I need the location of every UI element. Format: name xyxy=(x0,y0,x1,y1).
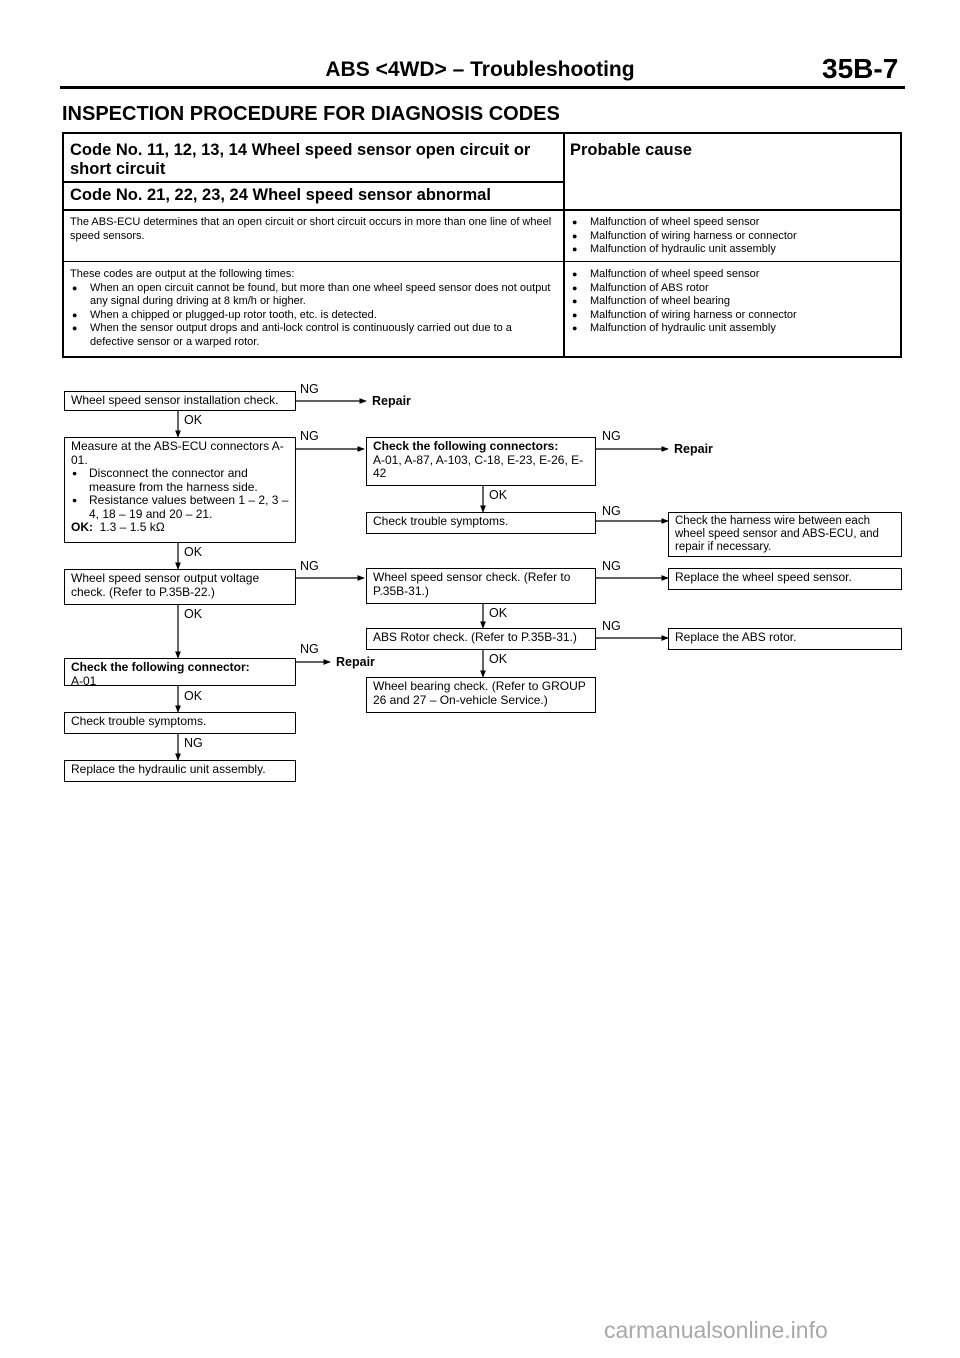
ng-label: NG xyxy=(300,382,319,396)
cause-item: ● Malfunction of wiring harness or connector xyxy=(570,230,890,244)
ok-label: OK xyxy=(489,606,508,620)
install-check-box: Wheel speed sensor installation check. xyxy=(64,391,296,411)
ok-label: OK xyxy=(184,607,203,621)
repair-label: Repair xyxy=(336,655,375,669)
ng-label: NG xyxy=(300,559,319,573)
measure-title: Measure at the ABS-ECU connectors A-01. xyxy=(71,439,284,467)
condition-item: ● When an open circuit cannot be found, but more than one wheel speed sensor does not output any signal during driving at 8 km/h or higher. xyxy=(70,282,556,309)
check-connector-a01-value: A-01 xyxy=(71,673,97,688)
ok-label: OK xyxy=(489,488,508,502)
ok-label: OK xyxy=(184,413,203,427)
repair-label: Repair xyxy=(372,394,411,408)
section-title: INSPECTION PROCEDURE FOR DIAGNOSIS CODES xyxy=(62,103,560,125)
harness-wire-check-box: Check the harness wire between each wheel speed sensor and ABS-ECU, and repair if necessary. xyxy=(668,512,902,557)
ng-label: NG xyxy=(602,429,621,443)
cause-item: ● Malfunction of wheel speed sensor xyxy=(570,268,890,282)
rotor-check-box: ABS Rotor check. (Refer to P.35B-31.) xyxy=(366,628,596,650)
ng-label: NG xyxy=(300,642,319,656)
check-connectors-title: Check the following connectors: xyxy=(373,439,559,453)
cause-item: ● Malfunction of hydraulic unit assembly xyxy=(570,243,890,257)
ok-label: OK xyxy=(184,689,203,703)
measure-connectors-box xyxy=(64,437,296,543)
ok-label: OK xyxy=(184,545,203,559)
ng-label: NG xyxy=(602,504,621,518)
code-label-open-short: Code No. 11, 12, 13, 14 Wheel speed sensor open circuit or short circuit xyxy=(70,141,531,178)
replace-rotor-box: Replace the ABS rotor. xyxy=(668,628,902,650)
ng-label: NG xyxy=(602,619,621,633)
condition-item: ● When a chipped or plugged-up rotor tooth, etc. is detected. xyxy=(70,309,556,323)
replace-hydraulic-box: Replace the hydraulic unit assembly. xyxy=(64,760,296,782)
check-trouble-mid-box: Check trouble symptoms. xyxy=(366,512,596,534)
page-number: 35B-7 xyxy=(822,53,899,84)
ng-label: NG xyxy=(602,559,621,573)
check-connector-a01-box xyxy=(64,658,296,686)
repair-label: Repair xyxy=(674,442,713,456)
bearing-check-box: Wheel bearing check. (Refer to GROUP 26 and 27 – On-vehicle Service.) xyxy=(366,677,596,713)
watermark: carmanualsonline.info xyxy=(604,1317,828,1343)
sensor-check-box: Wheel speed sensor check. (Refer to P.35B-31.) xyxy=(366,568,596,604)
page-header-title: ABS <4WD> – Troubleshooting xyxy=(325,58,635,81)
cause-item: ● Malfunction of wheel speed sensor xyxy=(570,216,890,230)
ng-label: NG xyxy=(184,736,203,750)
code-label-abnormal: Code No. 21, 22, 23, 24 Wheel speed sensor abnormal xyxy=(70,186,491,204)
ng-label: NG xyxy=(300,429,319,443)
check-connectors-list: A-01, A-87, A-103, C-18, E-23, E-26, E-42 xyxy=(373,452,584,480)
measure-bullet: ● Resistance values between 1 – 2, 3 – 4, 18 – 19 and 20 – 21. xyxy=(71,494,289,521)
cause-item: ● Malfunction of wheel bearing xyxy=(570,295,890,309)
ok-label: OK xyxy=(489,652,508,666)
measure-ok-value: 1.3 – 1.5 kΩ xyxy=(99,520,165,534)
check-trouble-left-box: Check trouble symptoms. xyxy=(64,712,296,734)
measure-bullet: ● Disconnect the connector and measure from the harness side. xyxy=(71,467,289,494)
cause-item: ● Malfunction of wiring harness or connector xyxy=(570,309,890,323)
condition-item: ● When the sensor output drops and anti-lock control is continuously carried out due to a defective sensor or a warped rotor. xyxy=(70,322,556,349)
output-voltage-check-box: Wheel speed sensor output voltage check. (Refer to P.35B-22.) xyxy=(64,569,296,605)
check-connector-a01-title: Check the following connector: xyxy=(71,660,250,674)
probable-cause-header: Probable cause xyxy=(570,141,692,159)
measure-ok-label: OK: xyxy=(71,520,93,534)
cause-item: ● Malfunction of hydraulic unit assembly xyxy=(570,322,890,336)
replace-sensor-box: Replace the wheel speed sensor. xyxy=(668,568,902,590)
check-connectors-box xyxy=(366,437,596,486)
row1-description: The ABS-ECU determines that an open circuit or short circuit occurs in more than one line of wheel speed sensors. xyxy=(70,216,552,242)
cause-item: ● Malfunction of ABS rotor xyxy=(570,282,890,296)
row2-intro: These codes are output at the following times: xyxy=(70,268,295,280)
